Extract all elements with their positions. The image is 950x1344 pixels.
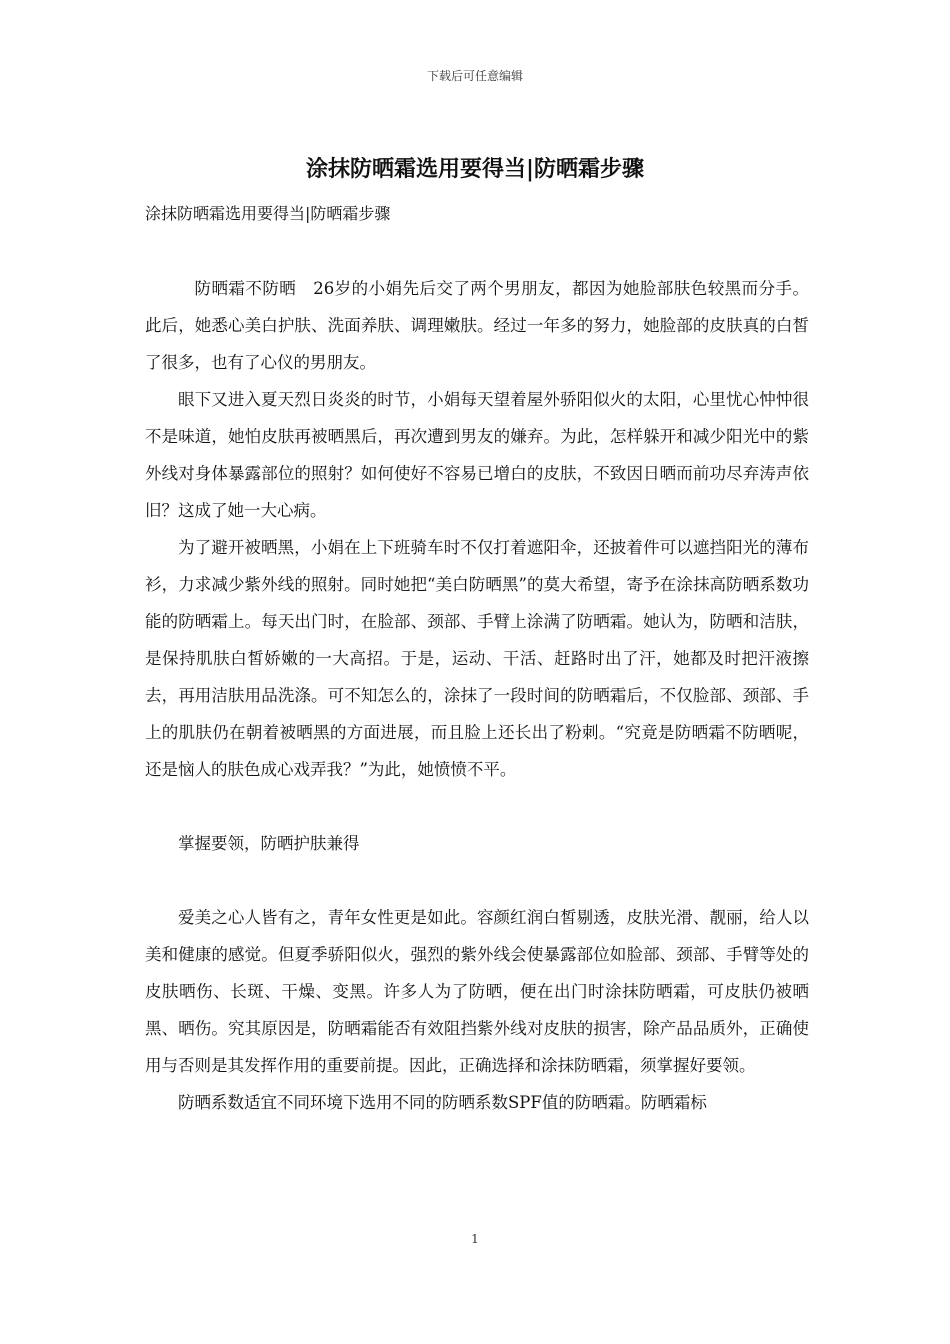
page-number: 1: [471, 1232, 479, 1246]
paragraph: 爱美之心人皆有之，青年女性更是如此。容颜红润白皙剔透，皮肤光滑、靓丽，给人以美和健康的感觉。但夏季骄阳似火，强烈的紫外线会使暴露部位如脸部、颈部、手臂等处的皮肤晒伤、长斑、干燥、变黑。许多人为了防晒，便在出门时涂抹防晒霜，可皮肤仍被晒黑、晒伤。究其原因是，防晒霜能否有效阻挡紫外线对皮肤的损害，除产品品质外，正确使用与否则是其发挥作用的重要前提。因此，正确选择和涂抹防晒霜，须掌握好要领。: [145, 908, 809, 1075]
document-body: [145, 270, 809, 1121]
paragraph: 为了避开被晒黑，小娟在上下班骑车时不仅打着遮阳伞，还披着件可以遮挡阳光的薄布衫，力求减少紫外线的照射。同时她把“美白防晒黑”的莫大希望，寄予在涂抹高防晒系数功能的防晒霜上。每天出门时，在脸部、颈部、手臂上涂满了防晒霜。她认为，防晒和洁肤，是保持肌肤白皙娇嫩的一大高招。于是，运动、干活、赶路时出了汗，她都及时把汗液擦去，再用洁肤用品洗涤。可不知怎么的，涂抹了一段时间的防晒霜后，不仅脸部、颈部、手上的肌肤仍在朝着被晒黑的方面进展，而且脸上还长出了粉刺。“究竟是防晒霜不防晒呢，还是恼人的肤色成心戏弄我？”为此，她愤愤不平。: [145, 538, 809, 779]
header-note: 下载后可任意编辑: [426, 69, 523, 83]
paragraph: 防晒系数适宜不同环境下选用不同的防晒系数SPF值的防晒霜。防晒霜标: [178, 1093, 707, 1112]
document-title: 涂抹防晒霜选用要得当|防晒霜步骤: [305, 156, 644, 182]
paragraph: 防晒霜不防晒 26岁的小娟先后交了两个男朋友，都因为她脸部肤色较黑而分手。此后，她悉心美白护肤、洗面养肤、调理嫩肤。经过一年多的努力，她脸部的皮肤真的白皙了很多，也有了心仪的男朋友。: [145, 279, 809, 372]
paragraph: 眼下又进入夏天烈日炎炎的时节，小娟每天望着屋外骄阳似火的太阳，心里忧心忡忡很不是味道，她怕皮肤再被晒黑后，再次遭到男友的嫌弃。为此，怎样躲开和减少阳光中的紫外线对身体暴露部位的照射？如何使好不容易已增白的皮肤，不致因日晒而前功尽弃涛声依旧？这成了她一大心病。: [145, 390, 809, 520]
section-heading: 掌握要领，防晒护肤兼得: [178, 834, 360, 853]
document-subtitle: 涂抹防晒霜选用要得当|防晒霜步骤: [145, 204, 391, 223]
